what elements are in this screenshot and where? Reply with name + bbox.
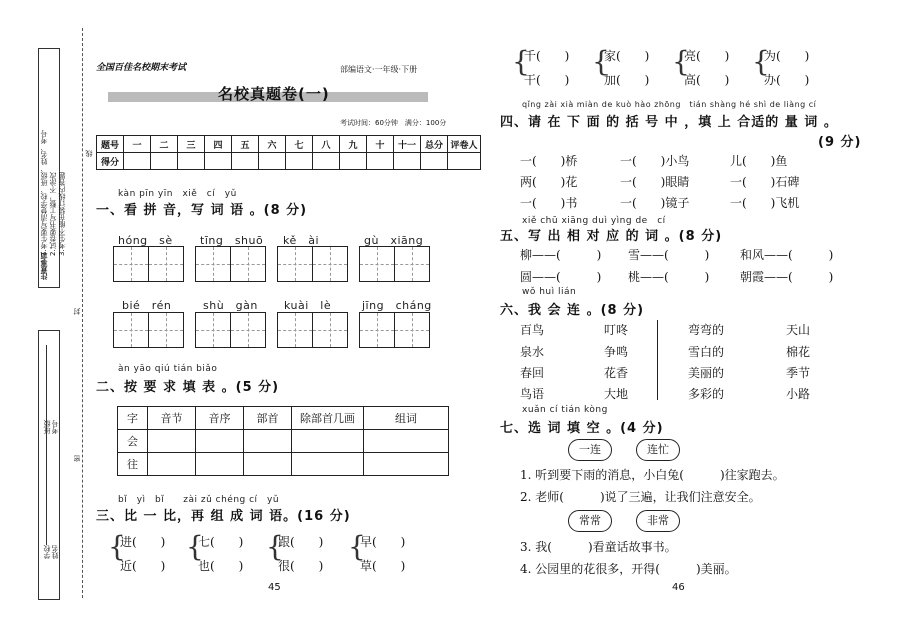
secret-mark: 密 (73, 455, 81, 462)
writing-grid-cell[interactable] (230, 312, 266, 348)
compare-word: 近( ) (120, 559, 166, 573)
writing-grid-cell[interactable] (394, 312, 430, 348)
match-word[interactable]: 百鸟 (520, 323, 545, 337)
q1-pinyin-8: jīng cháng (362, 299, 432, 312)
pair-item: 柳——( ) (520, 248, 602, 262)
match-word[interactable]: 叮咚 (604, 323, 629, 337)
score-cell[interactable] (232, 153, 259, 170)
score-header-cell: 六 (259, 136, 286, 153)
word-choice-cloud[interactable]: 非常 (636, 510, 680, 532)
fill-table-cell[interactable] (244, 430, 292, 453)
score-header-cell: 十 (367, 136, 394, 153)
writing-grid-cell[interactable] (359, 312, 395, 348)
edition-label: 部编语文·一年级·下册 (340, 65, 418, 74)
writing-grid-cell[interactable] (148, 246, 184, 282)
score-cell[interactable] (259, 153, 286, 170)
measure-item: 一( )桥 (520, 154, 578, 168)
score-header-cell: 评卷人 (448, 136, 481, 153)
notes-text: 1.考生要写清楚学校、班级、姓名、考号 2.试卷要书写工整，不涂改 3.考生不能在装订线内答题 (40, 130, 66, 256)
measure-item: 一( )眼睛 (620, 175, 690, 189)
writing-grid-cell[interactable] (359, 246, 395, 282)
word-choice-cloud[interactable]: 连忙 (636, 439, 680, 461)
q6-pinyin: wǒ huì lián (522, 287, 577, 297)
compare-word: 为( ) (764, 49, 810, 63)
compare-word: 家( ) (604, 49, 650, 63)
fill-sentence: 4. 公园里的花很多，开得( )美丽。 (520, 562, 737, 576)
score-cell[interactable] (313, 153, 340, 170)
fill-sentence: 1. 听到要下雨的消息，小白兔( )往家跑去。 (520, 468, 785, 482)
brace-icon: { (348, 530, 366, 563)
fill-table-cell[interactable] (244, 453, 292, 476)
match-word[interactable]: 泉水 (520, 345, 545, 359)
writing-grid-cell[interactable] (113, 312, 149, 348)
q1-pinyin-7: kuài lè (284, 299, 332, 312)
q4-score: (9 分) (818, 135, 862, 150)
line-mark: 线 (85, 150, 93, 157)
measure-item: 两( )花 (520, 175, 578, 189)
score-header-cell: 总分 (421, 136, 448, 153)
measure-item: 一( )飞机 (730, 196, 800, 210)
compare-word: 干( ) (524, 73, 570, 87)
score-table (96, 135, 481, 170)
measure-item: 一( )石碑 (730, 175, 800, 189)
q5-pinyin: xiě chū xiāng duì yìng de cí (522, 216, 666, 226)
info-line (46, 345, 47, 545)
measure-item: 儿( )鱼 (730, 154, 788, 168)
writing-grid-cell[interactable] (277, 312, 313, 348)
binding-line (82, 28, 83, 598)
score-header-cell: 八 (313, 136, 340, 153)
seal-mark: 封 (73, 308, 81, 315)
score-cell[interactable] (178, 153, 205, 170)
writing-grid-cell[interactable] (195, 246, 231, 282)
name-label: 姓名 (51, 545, 59, 559)
score-row-label: 得分 (97, 153, 124, 170)
fill-table-cell[interactable] (196, 453, 244, 476)
match-word[interactable]: 花香 (604, 366, 629, 380)
q3-title: 三、比 一 比，再 组 成 词 语。(16 分) (96, 509, 351, 524)
q1-pinyin-3: kě ài (283, 234, 320, 247)
page-number-left: 45 (268, 582, 281, 593)
page-number-right: 46 (672, 582, 685, 593)
compare-word: 加( ) (604, 73, 650, 87)
fill-table-header: 组词 (364, 407, 449, 430)
class-label: 班级 (43, 420, 51, 434)
score-cell[interactable] (367, 153, 394, 170)
writing-grid-cell[interactable] (394, 246, 430, 282)
fill-table-char: 会 (118, 430, 148, 453)
page-title: 名校真题卷(一) (218, 85, 330, 103)
fill-table-header: 字 (118, 407, 148, 430)
match-word[interactable]: 春回 (520, 366, 545, 380)
score-header-cell: 一 (124, 136, 151, 153)
word-choice-cloud[interactable]: 常常 (568, 510, 612, 532)
q1-pinyin-2: tīng shuō (200, 234, 264, 247)
brace-icon: { (108, 530, 126, 563)
measure-item: 一( )小鸟 (620, 154, 690, 168)
q2-pinyin: àn yāo qiú tián biǎo (118, 364, 218, 374)
fill-table-header: 音序 (196, 407, 244, 430)
q1-pinyin-4: gù xiāng (364, 234, 424, 247)
match-word[interactable]: 雪白的 (688, 345, 725, 359)
score-cell[interactable] (421, 153, 448, 170)
score-header-cell: 四 (205, 136, 232, 153)
score-header-cell: 五 (232, 136, 259, 153)
pair-item: 和风——( ) (740, 248, 834, 262)
match-divider (657, 320, 658, 400)
writing-grid-cell[interactable] (312, 246, 348, 282)
exam-no-label: 考号 (51, 420, 59, 434)
writing-grid-cell[interactable] (148, 312, 184, 348)
score-header-cell: 题号 (97, 136, 124, 153)
match-word[interactable]: 鸟语 (520, 387, 545, 401)
writing-grid-cell[interactable] (230, 246, 266, 282)
q1-pinyin-6: shù gàn (203, 299, 258, 312)
score-cell[interactable] (448, 153, 481, 170)
compare-word: 办( ) (764, 73, 810, 87)
score-cell[interactable] (205, 153, 232, 170)
fill-table-header: 部首 (244, 407, 292, 430)
q1-title: 一、看 拼 音，写 词 语 。(8 分) (96, 203, 308, 218)
match-word[interactable]: 美丽的 (688, 366, 725, 380)
brace-icon: { (266, 530, 284, 563)
compare-word: 很( ) (278, 559, 324, 573)
pair-item: 桃——( ) (628, 270, 710, 284)
compare-word: 早( ) (360, 535, 406, 549)
score-cell[interactable] (286, 153, 313, 170)
writing-grid-cell[interactable] (195, 312, 231, 348)
match-word[interactable]: 天山 (786, 323, 811, 337)
q1-pinyin-5: bié rén (122, 299, 172, 312)
brace-icon: { (752, 45, 770, 78)
brace-icon: { (512, 45, 530, 78)
compare-word: 也( ) (198, 559, 244, 573)
match-word[interactable]: 弯弯的 (688, 323, 725, 337)
measure-item: 一( )镜子 (620, 196, 690, 210)
score-cell[interactable] (151, 153, 178, 170)
fill-table-header: 除部首几画 (292, 407, 364, 430)
score-header-cell: 十一 (394, 136, 421, 153)
fill-sentence: 3. 我( )看童话故事书。 (520, 540, 677, 554)
word-choice-cloud[interactable]: 一连 (568, 439, 612, 461)
match-word[interactable]: 多彩的 (688, 387, 725, 401)
compare-word: 进( ) (120, 535, 166, 549)
notes-label: 注意事项 (40, 252, 48, 280)
exam-info: 考试时间：60分钟 满分：100分 (340, 119, 447, 127)
match-word[interactable]: 季节 (786, 366, 811, 380)
q2-title: 二、按 要 求 填 表 。(5 分) (96, 380, 280, 395)
fill-table-cell[interactable] (292, 430, 364, 453)
writing-grid-cell[interactable] (113, 246, 149, 282)
score-header-cell: 九 (340, 136, 367, 153)
q7-title: 七、选 词 填 空 。(4 分) (500, 421, 664, 436)
measure-item: 一( )书 (520, 196, 578, 210)
fill-table-cell[interactable] (148, 430, 196, 453)
q3-pinyin: bǐ yì bǐ zài zǔ chéng cí yǔ (118, 495, 280, 505)
compare-word: 高( ) (684, 73, 730, 87)
exam-banner: 全国百佳名校期末考试 (96, 63, 187, 73)
fill-table (117, 406, 449, 476)
compare-word: 七( ) (198, 535, 244, 549)
compare-word: 亮( ) (684, 49, 730, 63)
fill-table-cell[interactable] (148, 453, 196, 476)
pair-item: 朝霞——( ) (740, 270, 834, 284)
score-header-cell: 七 (286, 136, 313, 153)
q1-pinyin: kàn pīn yīn xiě cí yǔ (118, 189, 237, 199)
brace-icon: { (672, 45, 690, 78)
q7-pinyin: xuǎn cí tián kòng (522, 405, 608, 415)
brace-icon: { (186, 530, 204, 563)
q6-title: 六、我 会 连 。(8 分) (500, 303, 645, 318)
score-cell[interactable] (394, 153, 421, 170)
writing-grid-cell[interactable] (312, 312, 348, 348)
fill-table-char: 往 (118, 453, 148, 476)
compare-word: 跟( ) (278, 535, 324, 549)
score-cell[interactable] (340, 153, 367, 170)
q5-title: 五、写 出 相 对 应 的 词 。(8 分) (500, 229, 723, 244)
compare-word: 千( ) (524, 49, 570, 63)
school-label: 学校 (43, 545, 51, 559)
compare-word: 草( ) (360, 559, 406, 573)
fill-table-cell[interactable] (292, 453, 364, 476)
fill-table-header: 音节 (148, 407, 196, 430)
q1-pinyin-1: hóng sè (118, 234, 173, 247)
match-word[interactable]: 争鸣 (604, 345, 629, 359)
score-cell[interactable] (124, 153, 151, 170)
fill-sentence: 2. 老师( )说了三遍，让我们注意安全。 (520, 490, 761, 504)
match-word[interactable]: 大地 (604, 387, 629, 401)
match-word[interactable]: 小路 (786, 387, 811, 401)
pair-item: 雪——( ) (628, 248, 710, 262)
writing-grid-cell[interactable] (277, 246, 313, 282)
fill-table-cell[interactable] (364, 453, 449, 476)
fill-table-cell[interactable] (364, 430, 449, 453)
q4-title: 四、请 在 下 面 的 括 号 中 ，填 上 合适的 量 词 。 (500, 115, 838, 130)
score-header-cell: 三 (178, 136, 205, 153)
fill-table-cell[interactable] (196, 430, 244, 453)
student-info-box (38, 330, 60, 600)
pair-item: 圆——( ) (520, 270, 602, 284)
brace-icon: { (592, 45, 610, 78)
score-header-cell: 二 (151, 136, 178, 153)
q4-pinyin: qǐng zài xià miàn de kuò hào zhōng tián shàng hé shì de liàng cí (522, 100, 817, 109)
match-word[interactable]: 棉花 (786, 345, 811, 359)
